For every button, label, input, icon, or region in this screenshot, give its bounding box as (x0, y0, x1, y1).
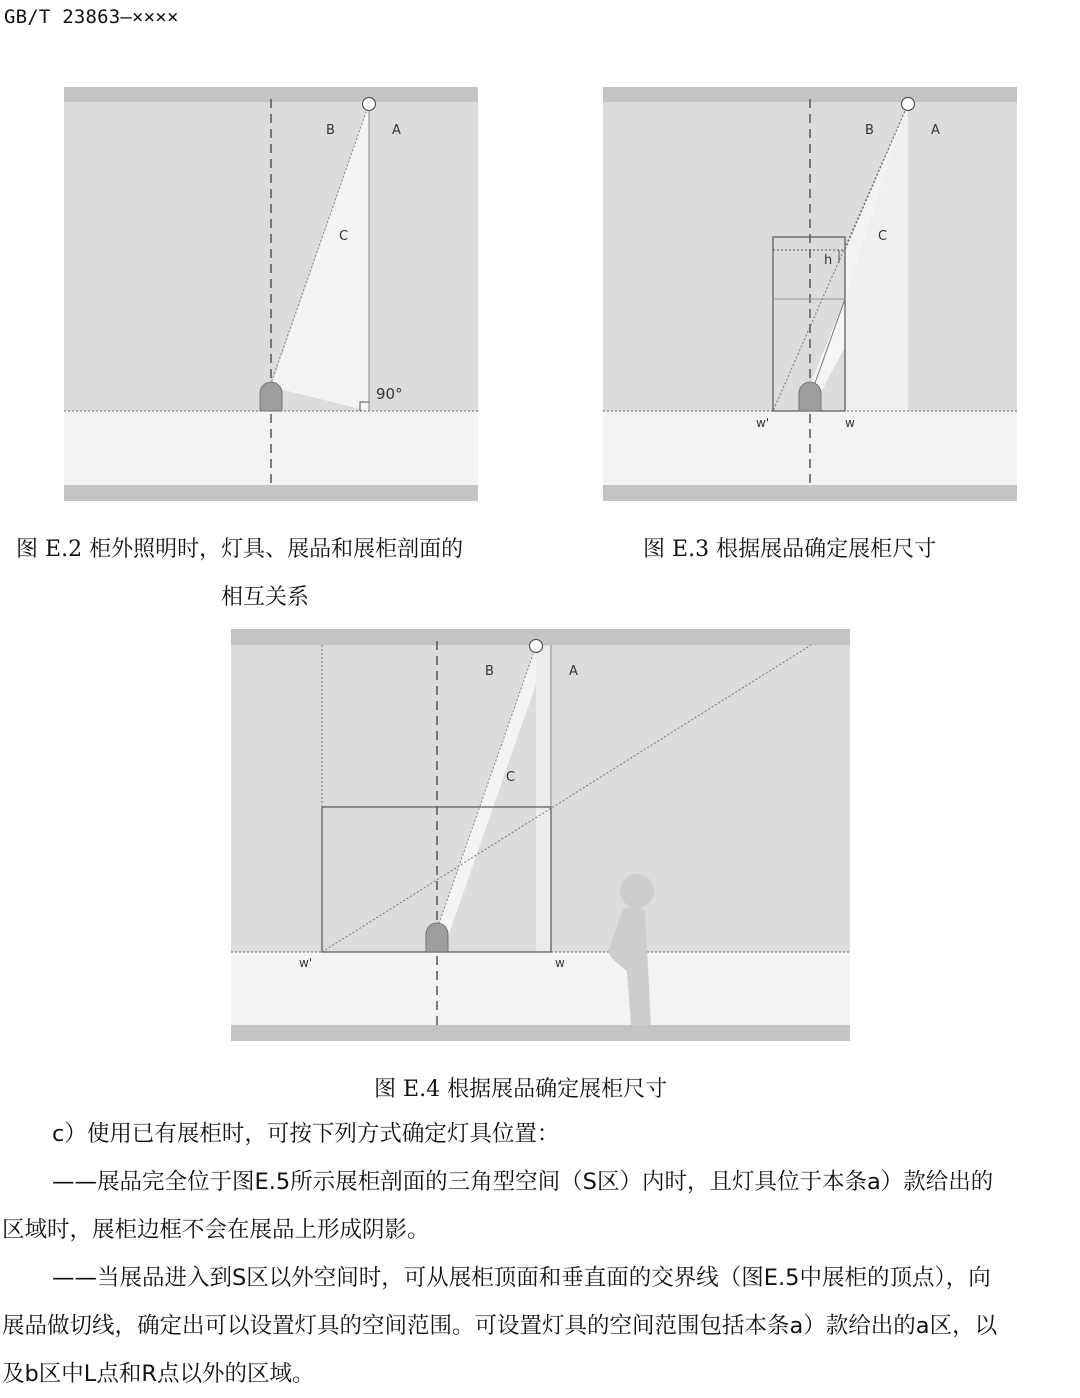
e3-label-h: h (824, 253, 833, 268)
e4-floor-band (231, 1025, 850, 1041)
e4-floor (231, 952, 850, 1025)
e4-label-b: B (485, 664, 494, 679)
caption-e2-prefix: 图 (16, 537, 39, 562)
figure-e4 (231, 629, 850, 1041)
e3-label-w: w (845, 416, 855, 430)
caption-e3-number: E.3 (672, 537, 710, 562)
e2-label-angle: 90° (376, 385, 403, 403)
figure-e3 (603, 87, 1017, 501)
e4-light-strip (536, 646, 551, 952)
caption-e4-prefix: 图 (374, 1077, 397, 1102)
para-tangent-line1: ——当展品进入到S区以外空间时，可从展柜顶面和垂直面的交界线（图E.5中展柜的顶点），向 (52, 1265, 991, 1291)
caption-e2-text: 柜外照明时，灯具、展品和展柜剖面的 (89, 537, 464, 562)
para-tangent-line3: 及b区中L点和R点以外的区域。 (2, 1361, 315, 1387)
caption-e3-prefix: 图 (643, 537, 666, 562)
caption-e3-text: 根据展品确定展柜尺寸 (716, 537, 937, 562)
para-tangent-line2: 展品做切线，确定出可以设置灯具的空间范围。可设置灯具的空间范围包括本条a）款给出的a区，以 (2, 1313, 998, 1339)
e3-label-a: A (931, 123, 940, 138)
e3-exhibit (799, 382, 821, 411)
caption-e2-line1 (16, 532, 463, 563)
e4-label-a: A (569, 664, 578, 679)
e4-light-source (530, 640, 543, 653)
para-s-zone-line1: ——展品完全位于图E.5所示展柜剖面的三角型空间（S区）内时，且灯具位于本条a）款给出的 (52, 1169, 994, 1195)
e3-floor-band (603, 485, 1017, 501)
e2-label-c: C (339, 229, 349, 244)
para-c-intro: c）使用已有展柜时，可按下列方式确定灯具位置： (52, 1121, 560, 1147)
e2-floor-band (64, 485, 478, 501)
e4-label-w-prime: w' (299, 956, 313, 970)
e4-exhibit (426, 923, 448, 952)
e4-label-w: w (555, 956, 565, 970)
caption-e2-line2: 相互关系 (221, 585, 310, 610)
caption-e4 (374, 1072, 667, 1103)
caption-e2-number: E.2 (45, 537, 83, 562)
e3-label-c: C (878, 229, 888, 244)
caption-e4-number: E.4 (403, 1077, 441, 1102)
figure-e2 (64, 87, 478, 501)
e3-light-source (902, 98, 915, 111)
para-s-zone-line2: 区域时，展柜边框不会在展品上形成阴影。 (2, 1217, 430, 1243)
caption-e4-text: 根据展品确定展柜尺寸 (447, 1077, 668, 1102)
body-text (2, 1110, 1080, 1398)
caption-e3 (643, 532, 936, 563)
e2-label-a: A (392, 123, 401, 138)
e2-light-source (363, 98, 376, 111)
standard-number: GB/T 23863—×××× (4, 6, 179, 28)
e2-exhibit (260, 382, 282, 411)
e3-label-w-prime: w' (756, 416, 770, 430)
e2-label-b: B (326, 123, 335, 138)
e4-label-c: C (506, 770, 516, 785)
e3-label-b: B (865, 123, 874, 138)
